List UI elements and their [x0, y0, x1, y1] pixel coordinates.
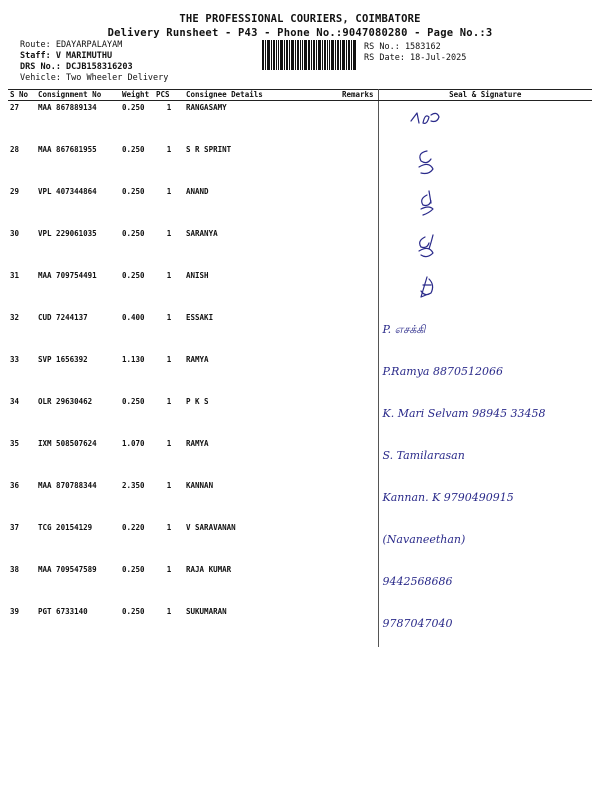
cell-consignee: RAJA KUMAR [186, 565, 232, 574]
cell-pcs: 1 [166, 145, 172, 154]
cell-consignment: CUD 7244137 [38, 313, 88, 322]
col-weight: Weight [120, 90, 154, 101]
cell-pcs: 1 [166, 607, 172, 616]
cell-sno: 37 [10, 523, 20, 532]
cell-remarks [338, 521, 378, 563]
barcode-image [262, 40, 356, 70]
cell-signature [378, 311, 592, 353]
cell-consignment: OLR 29630462 [38, 397, 93, 406]
cell-signature [378, 227, 592, 269]
vehicle-label: Vehicle: Two Wheeler Delivery [20, 73, 169, 83]
cell-weight: 2.350 [122, 481, 145, 490]
cell-sno: 36 [10, 481, 20, 490]
cell-sno: 31 [10, 271, 20, 280]
cell-weight: 0.250 [122, 229, 145, 238]
cell-signature [378, 143, 592, 185]
cell-sno: 35 [10, 439, 20, 448]
table-row [8, 143, 592, 185]
col-consignee: Consignee Details [184, 90, 338, 101]
cell-consignee: P K S [186, 397, 209, 406]
cell-weight: 0.250 [122, 187, 145, 196]
cell-pcs: 1 [166, 523, 172, 532]
cell-weight: 0.250 [122, 397, 145, 406]
cell-consignment: MAA 867681955 [38, 145, 97, 154]
col-sno: S No [8, 90, 36, 101]
cell-signature [378, 521, 592, 563]
cell-sno: 28 [10, 145, 20, 154]
cell-sno: 39 [10, 607, 20, 616]
cell-pcs: 1 [166, 103, 172, 112]
signature-text: (Navaneethan) [382, 533, 466, 546]
signature-image [379, 227, 599, 269]
cell-remarks [338, 227, 378, 269]
table-row [8, 353, 592, 395]
cell-pcs: 1 [166, 481, 172, 490]
signature-text: P. எசக்கி [382, 323, 426, 336]
signature-text: 9442568686 [382, 575, 453, 588]
staff-label: Staff: V MARIMUTHU [20, 51, 113, 61]
cell-signature [378, 101, 592, 144]
signature-text: P.Ramya 8870512066 [382, 365, 503, 378]
cell-pcs: 1 [166, 397, 172, 406]
runsheet-subtitle: Delivery Runsheet - P43 - Phone No.:9047080280 - Page No.:3 [107, 27, 493, 39]
table-row [8, 101, 592, 144]
cell-remarks [338, 353, 378, 395]
table-row [8, 395, 592, 437]
cell-weight: 0.400 [122, 313, 145, 322]
table-header-row [8, 90, 592, 101]
runsheet-table [8, 89, 592, 647]
col-seal-signature: Seal & Signature [378, 90, 592, 101]
cell-remarks [338, 269, 378, 311]
signature-image [379, 185, 599, 227]
rs-number: RS No.: 1583162 [364, 42, 441, 52]
signature-text: 9787047040 [382, 617, 453, 630]
cell-consignment: VPL 229061035 [38, 229, 97, 238]
cell-consignee: V SARAVANAN [186, 523, 236, 532]
cell-consignee: ANAND [186, 187, 209, 196]
signature-text: Kannan. K 9790490915 [382, 491, 514, 504]
cell-signature [378, 437, 592, 479]
cell-consignment: TCG 20154129 [38, 523, 93, 532]
col-remarks: Remarks [338, 90, 378, 101]
table-row [8, 605, 592, 647]
cell-remarks [338, 479, 378, 521]
table-row [8, 563, 592, 605]
table-row [8, 269, 592, 311]
rs-date: RS Date: 18-Jul-2025 [364, 53, 467, 63]
cell-consignee: RAMYA [186, 439, 209, 448]
cell-pcs: 1 [166, 439, 172, 448]
cell-signature [378, 185, 592, 227]
signature-image [379, 101, 599, 143]
company-title: THE PROFESSIONAL COURIERS, COIMBATORE [179, 13, 421, 25]
cell-weight: 0.250 [122, 103, 145, 112]
col-pcs: PCS [154, 90, 184, 101]
cell-remarks [338, 143, 378, 185]
cell-signature [378, 605, 592, 647]
cell-consignee: RANGASAMY [186, 103, 227, 112]
cell-weight: 0.250 [122, 607, 145, 616]
col-consignment: Consignment No [36, 90, 120, 101]
cell-consignee: RAMYA [186, 355, 209, 364]
cell-weight: 1.070 [122, 439, 145, 448]
cell-remarks [338, 605, 378, 647]
cell-consignee: SARANYA [186, 229, 218, 238]
signature-image [379, 269, 599, 311]
cell-consignment: SVP 1656392 [38, 355, 88, 364]
cell-consignee: KANNAN [186, 481, 214, 490]
cell-remarks [338, 437, 378, 479]
cell-remarks [338, 311, 378, 353]
cell-weight: 0.220 [122, 523, 145, 532]
table-row [8, 311, 592, 353]
cell-consignee: SUKUMARAN [186, 607, 227, 616]
cell-pcs: 1 [166, 187, 172, 196]
cell-sno: 33 [10, 355, 20, 364]
cell-weight: 0.250 [122, 145, 145, 154]
cell-pcs: 1 [166, 565, 172, 574]
cell-pcs: 1 [166, 313, 172, 322]
cell-consignee: S R SPRINT [186, 145, 232, 154]
table-row [8, 185, 592, 227]
cell-signature [378, 479, 592, 521]
cell-pcs: 1 [166, 271, 172, 280]
cell-consignment: MAA 709547589 [38, 565, 97, 574]
cell-sno: 29 [10, 187, 20, 196]
cell-weight: 0.250 [122, 271, 145, 280]
cell-remarks [338, 563, 378, 605]
route-label: Route: EDAYARPALAYAM [20, 40, 123, 50]
cell-sno: 34 [10, 397, 20, 406]
cell-consignment: MAA 867889134 [38, 103, 97, 112]
cell-signature [378, 395, 592, 437]
cell-weight: 1.130 [122, 355, 145, 364]
signature-image [379, 143, 599, 185]
cell-signature [378, 353, 592, 395]
table-row [8, 437, 592, 479]
cell-remarks [338, 101, 378, 144]
cell-remarks [338, 395, 378, 437]
cell-sno: 27 [10, 103, 20, 112]
table-row [8, 227, 592, 269]
cell-sno: 38 [10, 565, 20, 574]
cell-consignment: MAA 870788344 [38, 481, 97, 490]
cell-sno: 30 [10, 229, 20, 238]
cell-pcs: 1 [166, 355, 172, 364]
table-row [8, 479, 592, 521]
cell-signature [378, 563, 592, 605]
cell-consignment: MAA 709754491 [38, 271, 97, 280]
cell-pcs: 1 [166, 229, 172, 238]
cell-weight: 0.250 [122, 565, 145, 574]
cell-consignee: ESSAKI [186, 313, 214, 322]
signature-text: S. Tamilarasan [382, 449, 465, 462]
signature-text: K. Mari Selvam 98945 33458 [382, 407, 546, 420]
drs-number: DRS No.: DCJB158316203 [20, 62, 133, 72]
cell-consignment: PGT 6733140 [38, 607, 88, 616]
cell-consignment: IXM 508507624 [38, 439, 97, 448]
table-row [8, 521, 592, 563]
cell-sno: 32 [10, 313, 20, 322]
cell-remarks [338, 185, 378, 227]
cell-signature [378, 269, 592, 311]
cell-consignee: ANISH [186, 271, 209, 280]
cell-consignment: VPL 407344864 [38, 187, 97, 196]
